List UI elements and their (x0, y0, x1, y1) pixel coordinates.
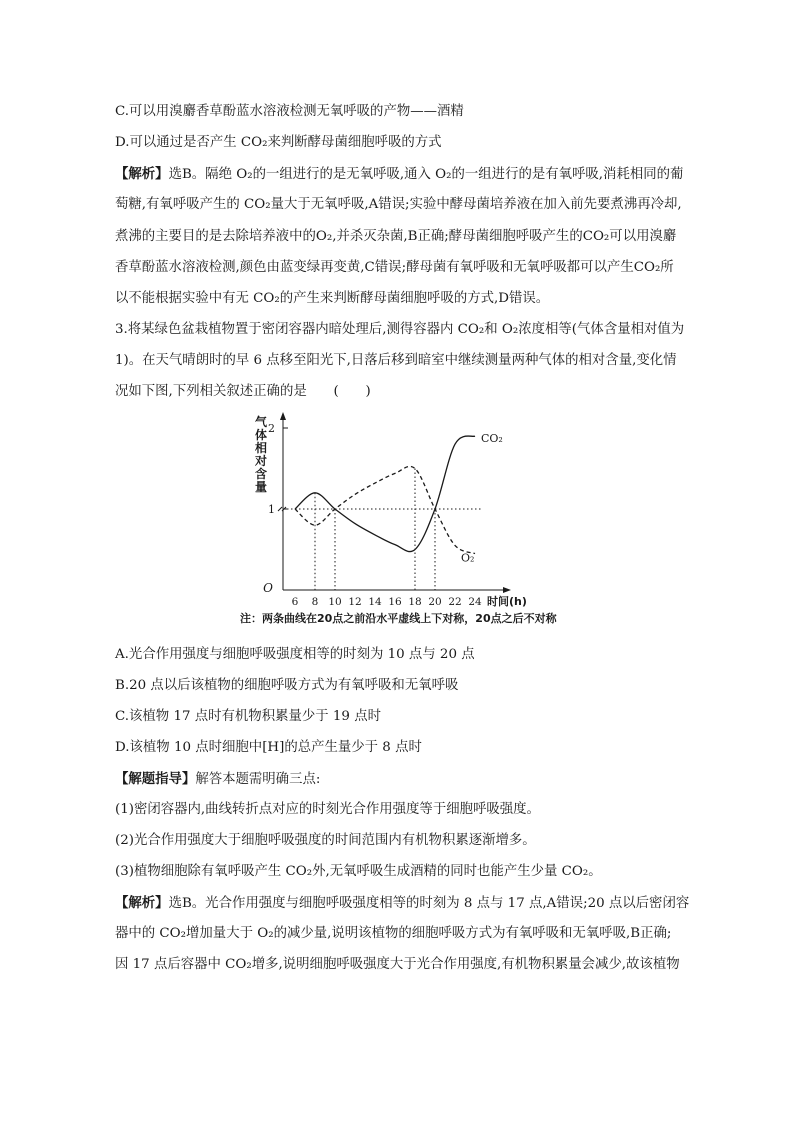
x-axis-arrow (503, 587, 511, 593)
analysis-line: 以不能根据实验中有无 CO₂的产生来判断酵母菌细胞呼吸的方式,D错误。 (115, 291, 550, 306)
x-tick-label: 14 (368, 596, 382, 608)
option-d: D.可以通过是否产生 CO₂来判断酵母菌细胞呼吸的方式 (115, 135, 442, 150)
x-tick-label: 12 (348, 596, 362, 608)
o2-series-label: O₂ (461, 551, 475, 565)
option-c: C.可以用溴麝香草酚蓝水溶液检测无氧呼吸的产物——酒精 (115, 104, 464, 119)
option-b: B.20 点以后该植物的细胞呼吸方式为有氧呼吸和无氧呼吸 (115, 678, 459, 693)
guide-heading: 【解题指导】解答本题需明确三点: (115, 771, 321, 787)
x-tick-label: 6 (291, 596, 299, 608)
x-tick-label: 18 (408, 596, 422, 608)
question-3-stem: 3.将某绿色盆栽植物置于密闭容器内暗处理后,测得容器内 CO₂和 O₂浓度相等(气体含量相对值为 (115, 322, 685, 337)
x-tick-label: 16 (388, 596, 402, 608)
x-tick-label: 10 (328, 596, 342, 608)
option-a: A.光合作用强度与细胞呼吸强度相等的时刻为 10 点与 20 点 (115, 647, 475, 662)
guide-point: (2)光合作用强度大于细胞呼吸强度的时间范围内有机物积累逐渐增多。 (115, 833, 536, 848)
x-tick-label: 20 (428, 596, 442, 608)
x-tick-label: 8 (311, 596, 319, 608)
analysis-line: 煮沸的主要目的是去除培养液中的O₂,并杀灭杂菌,B正确;酵母菌细胞呼吸产生的CO₂可以用溴麝 (115, 229, 677, 244)
analysis-line: 【解析】选B。隔绝 O₂的一组进行的是无氧呼吸,通入 O₂的一组进行的是有氧呼吸,消耗相同的葡 (115, 166, 684, 182)
guide-point: (1)密闭容器内,曲线转折点对应的时刻光合作用强度等于细胞呼吸强度。 (115, 802, 540, 817)
analysis-line: 器中的 CO₂增加量大于 O₂的减少量,说明该植物的细胞呼吸方式为有氧呼吸和无氧呼吸,B正确; (115, 926, 672, 941)
question-3-stem: 况如下图,下列相关叙述正确的是 ( ) (115, 384, 371, 399)
x-axis-label: 时间(h) (487, 595, 527, 608)
analysis-line: 【解析】选B。光合作用强度与细胞呼吸强度相等的时刻为 8 点与 17 点,A错误;20 点以后密闭容 (115, 895, 690, 911)
analysis-line: 香草酚蓝水溶液检测,颜色由蓝变绿再变黄,C错误;酵母菌有氧呼吸和无氧呼吸都可以产生CO₂所 (115, 260, 674, 275)
figure-caption: 注：两条曲线在20点之前沿水平虚线上下对称，20点之后不对称 (240, 612, 557, 625)
guide-point: (3)植物细胞除有氧呼吸产生 CO₂外,无氧呼吸生成酒精的同时也能产生少量 CO₂。 (115, 864, 602, 879)
y-axis-label: 气体相对含量 (255, 415, 268, 494)
y-tick-label: 2 (268, 422, 275, 435)
y-tick-label: 1 (268, 503, 275, 516)
co2-series-label: CO₂ (481, 432, 503, 446)
question-3-stem: 1)。在天气晴朗时的早 6 点移至阳光下,日落后移到暗室中继续测量两种气体的相对含量,变化情 (115, 353, 677, 368)
analysis-line: 萄糖,有氧呼吸产生的 CO₂量大于无氧呼吸,A错误;实验中酵母菌培养液在加入前先要煮沸再冷却, (115, 197, 682, 212)
option-d: D.该植物 10 点时细胞中[H]的总产生量少于 8 点时 (115, 740, 422, 755)
chart-svg (250, 410, 550, 610)
analysis-line: 因 17 点后容器中 CO₂增多,说明细胞呼吸强度大于光合作用强度,有机物积累量会减少,故该植物 (115, 957, 680, 972)
x-tick-label: 24 (468, 596, 482, 608)
x-tick-label: 22 (448, 596, 462, 608)
option-c: C.该植物 17 点时有机物积累量少于 19 点时 (115, 709, 381, 724)
origin-label: O (263, 581, 273, 595)
gas-content-chart (250, 410, 550, 630)
y-axis-arrow (280, 412, 286, 420)
